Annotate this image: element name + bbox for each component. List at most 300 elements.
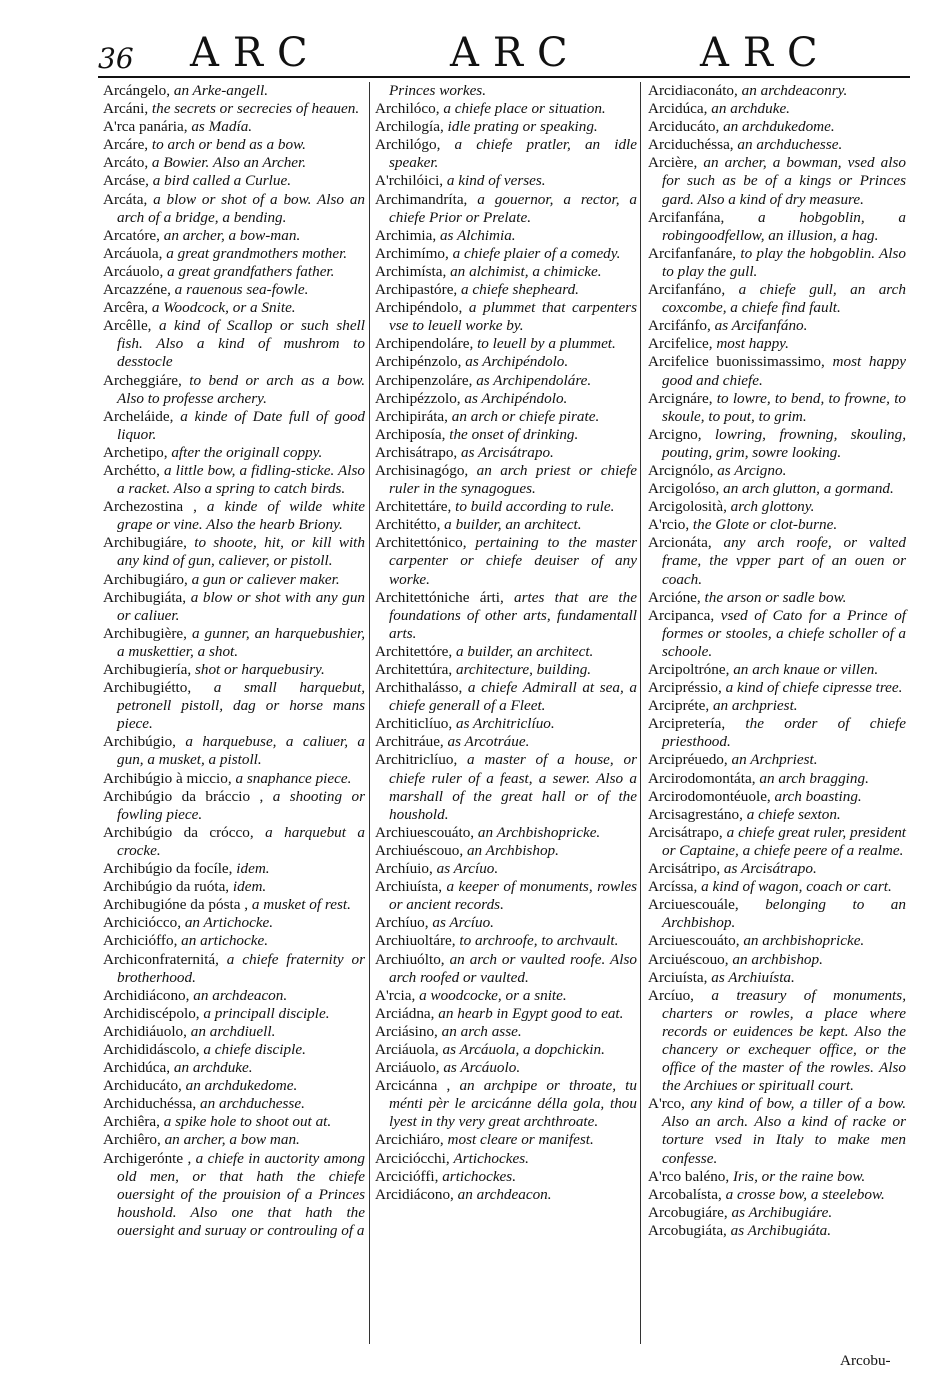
dictionary-entry <box>375 1131 637 1149</box>
entry-headword: Arcáuolo, <box>103 262 164 280</box>
entry-headword: Arcatóre, <box>103 226 160 244</box>
dictionary-entry <box>648 806 906 824</box>
entry-headword: Arcáto, <box>103 154 149 172</box>
dictionary-entry <box>375 643 637 661</box>
entry-definition: a snaphance piece. <box>235 769 352 787</box>
entry-definition: a chiefe place or situation. <box>443 100 606 118</box>
entry-definition: as Architriclíuo. <box>455 715 555 733</box>
entry-headword: Archibúgio da focíle, <box>103 860 233 878</box>
dictionary-entry <box>103 951 365 987</box>
dictionary-entry <box>375 100 637 118</box>
entry-headword: Arcipanca, <box>648 606 715 624</box>
entry-definition: an archdukedome. <box>723 118 835 136</box>
dictionary-entry <box>103 118 365 136</box>
entry-definition: a shooting or fowling piece. <box>117 787 366 823</box>
entry-definition: to shoote, hit, or kill with any kind of gun, caliever, or pistoll. <box>117 534 365 570</box>
entry-headword: Archisinagógo, <box>375 461 469 479</box>
dictionary-entry <box>648 770 906 788</box>
dictionary-entry <box>375 245 637 263</box>
dictionary-entry <box>103 914 365 932</box>
entry-definition: a little bow, a fidling-sticke. Also a racket. Also a spring to catch birds. <box>117 461 366 498</box>
dictionary-entry <box>375 679 637 715</box>
entry-headword: Archidiscépolo, <box>103 1004 200 1022</box>
entry-headword: Archipendoláre, <box>375 335 474 353</box>
dictionary-entry <box>103 191 365 227</box>
entry-headword: Arcíssa, <box>648 878 698 896</box>
dictionary-entry <box>375 191 637 227</box>
entry-headword: Archicióffo, <box>103 932 178 950</box>
entry-headword: Archimia, <box>375 226 437 244</box>
dictionary-entry <box>648 788 906 806</box>
dictionary-entry <box>103 154 365 172</box>
entry-headword: A'rco, <box>648 1095 685 1113</box>
entry-headword: Archiuéscouo, <box>375 841 464 859</box>
dictionary-entry <box>375 715 637 733</box>
entry-definition: as Arcáuola, a dopchickin. <box>442 1040 605 1058</box>
dictionary-entry <box>103 1150 365 1240</box>
dictionary-entry <box>648 607 906 661</box>
column-divider-1 <box>369 82 370 1344</box>
entry-headword: Archimímo, <box>375 244 449 262</box>
entry-headword: Arcáre, <box>103 136 149 154</box>
entry-definition: an archer, a bowman, vsed also for such as be of a kings or Princes gard. Also a kind of dry measure. <box>662 154 906 208</box>
entry-definition: an archdeaconry. <box>741 82 848 99</box>
entry-headword: Arcipretería, <box>648 715 726 733</box>
entry-headword: Architiclíuo, <box>375 715 453 733</box>
dictionary-entry <box>103 932 365 950</box>
entry-headword: Archiuoltáre, <box>375 932 456 950</box>
entry-definition: an arch bragging. <box>759 769 869 787</box>
entry-definition: an archer, a bow-man. <box>163 226 301 244</box>
entry-headword: Arcáta, <box>103 190 148 208</box>
entry-definition: idle prating or speaking. <box>447 118 598 136</box>
entry-headword: A'rchilóici, <box>375 172 444 190</box>
dictionary-entry <box>103 372 365 408</box>
entry-definition: as Arcáuolo. <box>443 1059 521 1077</box>
catchword: Arcobu- <box>840 1352 891 1369</box>
dictionary-entry <box>103 770 365 788</box>
entry-definition: an alchimist, a chimicke. <box>450 262 602 280</box>
dictionary-entry <box>375 914 637 932</box>
dictionary-entry <box>103 281 365 299</box>
dictionary-entry <box>375 1150 637 1168</box>
page-header <box>0 20 944 80</box>
column-divider-2 <box>640 82 641 1344</box>
entry-headword: Arcière, <box>648 154 698 172</box>
entry-definition: artes that are the foundations of other arts, fundamentall arts. <box>389 588 637 642</box>
dictionary-entry <box>375 661 637 679</box>
dictionary-entry <box>648 390 906 426</box>
dictionary-entry <box>375 372 637 390</box>
entry-headword: Arcigolosità, <box>648 498 727 516</box>
entry-headword: Archiciócco, <box>103 914 182 932</box>
entry-definition: a kinde of Date full of good liquor. <box>117 407 366 443</box>
dictionary-entry <box>648 878 906 896</box>
entry-definition: the secrets or secrecies of heauen. <box>151 100 360 118</box>
entry-headword: Archiêro, <box>103 1131 161 1149</box>
entry-headword: Arcíuo, <box>648 986 694 1004</box>
entry-definition: a treasury of monuments, charters or rowles, a place where records or euidences be kept. Also the chancery or exchequer office, or the office of the master of the rowles. Also the Archiues or spirituall court. <box>662 986 906 1095</box>
entry-headword: Archibúgio à miccio, <box>103 769 232 787</box>
entry-headword: Arcigolóso, <box>648 480 720 498</box>
entry-definition: an archdeacon. <box>193 986 288 1004</box>
dictionary-entry <box>103 661 365 679</box>
entry-headword: Arcignáre, <box>648 389 713 407</box>
entry-definition: a kinde of wilde white grape or vine. Also the hearb Briony. <box>117 498 366 534</box>
entry-definition: a chiefe Admirall at sea, a chiefe generall of a Fleet. <box>389 679 637 715</box>
entry-definition: any arch roofe, or valted frame, the vpper part of an ouen or coach. <box>662 534 906 588</box>
dictionary-entry <box>375 751 637 823</box>
entry-definition: an archpipe or throate, tu ménti pèr le arcicánne délla gola, thou lyest in thy very great archthroate. <box>389 1077 637 1131</box>
entry-definition: most happy. <box>716 335 789 353</box>
dictionary-entry <box>375 824 637 842</box>
entry-headword: Arcifanfanáre, <box>648 244 737 262</box>
dictionary-entry <box>103 589 365 625</box>
entry-definition: Iris, or the raine bow. <box>732 1167 866 1185</box>
dictionary-entry <box>103 860 365 878</box>
dictionary-entry <box>103 245 365 263</box>
entry-definition: as Arcifanfáno. <box>714 317 808 335</box>
dictionary-entry <box>375 444 637 462</box>
dictionary-entry <box>375 1168 637 1186</box>
dictionary-entry <box>103 462 365 498</box>
entry-definition: a chiefe plaier of a comedy. <box>452 244 621 262</box>
entry-definition: an archdiuell. <box>190 1022 276 1040</box>
entry-definition: as Archiuísta. <box>711 968 795 986</box>
dictionary-entry <box>648 281 906 317</box>
entry-definition: belonging to an Archbishop. <box>662 896 906 932</box>
entry-headword: Archiposía, <box>375 425 446 443</box>
entry-definition: as Arcigno. <box>717 461 787 479</box>
entry-definition: a blow or shot of a bow. Also an arch of a bridge, a bending. <box>117 190 366 226</box>
dictionary-entry <box>103 263 365 281</box>
entry-definition: an archer, a bow man. <box>164 1131 300 1149</box>
entry-headword: Archilógo, <box>375 136 441 154</box>
entry-headword: Arcisátripo, <box>648 860 721 878</box>
entry-definition: a crosse bow, a steelebow. <box>725 1185 885 1203</box>
dictionary-entry <box>375 951 637 987</box>
entry-headword: Arciásino, <box>375 1022 438 1040</box>
dictionary-entry <box>103 878 365 896</box>
entry-headword: Arcipréte, <box>648 697 710 715</box>
entry-definition: a chiefe sexton. <box>746 805 841 823</box>
entry-definition: to lowre, to bend, to frowne, to skoule, to pout, to grim. <box>662 389 907 425</box>
entry-definition: a rauenous sea-fowle. <box>174 281 309 299</box>
entry-definition: a chiefe gull, an arch coxcombe, a chiefe find fault. <box>662 281 906 317</box>
entry-definition: vsed of Cato for a Prince of formes or stooles, a chiefe scholler of a schoole. <box>662 606 907 660</box>
entry-headword: Arciuéscouo, <box>648 950 729 968</box>
dictionary-entry <box>375 426 637 444</box>
running-head-left: ARC <box>190 30 322 76</box>
entry-definition: as Arcíuo. <box>436 860 499 878</box>
entry-definition: an archduchesse. <box>737 136 843 154</box>
entry-definition: a woodcocke, or a snite. <box>419 986 567 1004</box>
entry-headword: Architráue, <box>375 733 444 751</box>
entry-definition: idem. <box>236 860 270 878</box>
entry-headword: Arcobalísta, <box>648 1185 722 1203</box>
entry-definition: most happy good and chiefe. <box>662 353 907 389</box>
entry-definition: an hearb in Egypt good to eat. <box>438 1004 624 1022</box>
entry-definition: an archbishopricke. <box>743 932 865 950</box>
dictionary-entry <box>648 715 906 751</box>
page-number: 36 <box>98 42 134 75</box>
dictionary-entry <box>375 82 637 100</box>
entry-headword: Arciádna, <box>375 1004 435 1022</box>
entry-headword: Archíuio, <box>375 860 433 878</box>
entry-headword: Archeláide, <box>103 407 174 425</box>
entry-definition: idem. <box>232 878 267 896</box>
entry-definition: a chiefe pratler, an idle speaker. <box>389 136 637 172</box>
entry-headword: Archibugiáro, <box>103 570 188 588</box>
entry-definition: a kind of Scallop or such shell fish. Also a kind of mushrom to desstocle <box>117 317 365 371</box>
dictionary-entry <box>375 408 637 426</box>
entry-definition: an Archbishop. <box>466 841 559 859</box>
entry-headword: Arcifelice buonissimassimo, <box>648 353 825 371</box>
entry-definition: a hobgoblin, a robingoodfellow, an illusion, a hag. <box>662 208 906 244</box>
entry-definition: a kind of chiefe cipresse tree. <box>725 679 903 697</box>
entry-headword: Archibúgio, <box>103 733 176 751</box>
entry-headword: Arcicánna , <box>375 1077 451 1095</box>
entry-headword: Architettóniche árti, <box>375 588 504 606</box>
entry-headword: Archisátrapo, <box>375 443 458 461</box>
entry-headword: Archibugiáta, <box>103 588 187 606</box>
entry-definition: a chiefe great ruler, president or Captaine, a chiefe peere of a realme. <box>662 823 907 859</box>
entry-definition: Artichockes. <box>453 1149 529 1167</box>
dictionary-entry <box>648 245 906 281</box>
column-1 <box>103 82 365 1240</box>
dictionary-entry <box>103 136 365 154</box>
entry-definition: a chiefe fraternity or brotherhood. <box>117 950 365 986</box>
entry-definition: shot or harquebusiry. <box>194 661 325 678</box>
dictionary-entry <box>648 480 906 498</box>
dictionary-entry <box>375 335 637 353</box>
dictionary-entry <box>103 408 365 444</box>
dictionary-entry <box>375 1186 637 1204</box>
dictionary-entry <box>103 172 365 190</box>
entry-definition: to archroofe, to archvault. <box>459 932 619 950</box>
entry-headword: Arcisagrestáno, <box>648 805 743 823</box>
entry-headword: Arcifelice, <box>648 335 713 353</box>
entry-headword: Archibúgio da crócco, <box>103 823 254 841</box>
entry-definition: as Archipendoláre. <box>476 371 592 389</box>
dictionary-entry <box>648 951 906 969</box>
entry-definition: an Archpriest. <box>731 751 818 769</box>
entry-definition: Princes workes. <box>389 82 487 99</box>
dictionary-entry <box>375 589 637 643</box>
dictionary-entry <box>103 82 365 100</box>
dictionary-entry <box>375 1005 637 1023</box>
entry-definition: as Arcotráue. <box>447 733 530 751</box>
entry-definition: to play the hobgoblin. Also to play the gull. <box>662 244 906 280</box>
entry-definition: the order of chiefe priesthood. <box>662 715 907 751</box>
entry-definition: any kind of bow, a tiller of a bow. Also an arch. Also a kind of racke or torture vsed in Italy to make men confesse. <box>662 1095 906 1167</box>
entry-headword: A'rcio, <box>648 516 690 534</box>
entry-definition: an archbishop. <box>732 950 823 968</box>
entry-definition: as Archipéndolo. <box>465 353 569 371</box>
entry-headword: Archipenzoláre, <box>375 371 473 389</box>
entry-definition: a builder, an architect. <box>444 516 582 534</box>
entry-headword: Arcionáta, <box>648 534 712 552</box>
dictionary-entry <box>375 516 637 534</box>
dictionary-entry <box>648 860 906 878</box>
entry-headword: Archipézzolo, <box>375 389 461 407</box>
entry-headword: Arciuísta, <box>648 968 708 986</box>
entry-headword: Arcêlle, <box>103 317 152 335</box>
dictionary-entry <box>648 589 906 607</box>
entry-definition: an arch glutton, a gormand. <box>723 480 894 498</box>
entry-headword: Arcifanfáno, <box>648 281 726 299</box>
entry-definition: a great grandmothers mother. <box>166 244 348 262</box>
dictionary-entry <box>375 842 637 860</box>
entry-headword: Arcidúca, <box>648 100 708 118</box>
dictionary-entry <box>648 335 906 353</box>
dictionary-entry <box>648 697 906 715</box>
dictionary-entry <box>648 426 906 462</box>
entry-headword: Arciáuolo, <box>375 1059 440 1077</box>
entry-headword: Archiducáto, <box>103 1077 182 1095</box>
dictionary-entry <box>103 1077 365 1095</box>
entry-headword: Arciuescouále, <box>648 896 739 914</box>
dictionary-entry <box>648 136 906 154</box>
entry-definition: after the originall coppy. <box>171 443 323 461</box>
entry-headword: Archibugiétto, <box>103 679 192 697</box>
dictionary-entry <box>648 498 906 516</box>
entry-headword: Arcobugiáre, <box>648 1203 728 1221</box>
entry-headword: A'rcia, <box>375 986 416 1004</box>
entry-headword: Arcifánfo, <box>648 317 711 335</box>
dictionary-entry <box>375 118 637 136</box>
dictionary-entry <box>375 1023 637 1041</box>
entry-definition: a kind of wagon, coach or cart. <box>701 878 892 896</box>
entry-headword: A'rca panária, <box>103 118 188 136</box>
dictionary-entry <box>648 969 906 987</box>
entry-definition: an archduke. <box>711 100 790 118</box>
dictionary-entry <box>103 679 365 733</box>
entry-definition: artichockes. <box>442 1167 517 1185</box>
entry-definition: arch boasting. <box>774 787 862 805</box>
entry-headword: Arcángelo, <box>103 82 171 99</box>
entry-headword: Arciuescouáto, <box>648 932 740 950</box>
entry-headword: Archibúgio da ruóta, <box>103 878 230 896</box>
entry-headword: Architettóre, <box>375 642 453 660</box>
entry-definition: an arch knaue or villen. <box>733 661 879 678</box>
dictionary-entry <box>103 317 365 371</box>
entry-definition: a chiefe disciple. <box>203 1040 306 1058</box>
entry-definition: an archpriest. <box>712 697 798 715</box>
dictionary-entry <box>103 1059 365 1077</box>
dictionary-entry <box>375 172 637 190</box>
entry-headword: Archibugióne da pósta , <box>103 896 249 914</box>
entry-definition: the onset of drinking. <box>449 425 579 443</box>
entry-headword: Arcipréssio, <box>648 679 722 697</box>
running-head-center: ARC <box>450 30 582 76</box>
entry-headword: Arcigno, <box>648 425 702 443</box>
entry-headword: Arcidiácono, <box>375 1185 454 1203</box>
entry-headword: Arcazzéne, <box>103 281 171 299</box>
dictionary-entry <box>103 299 365 317</box>
entry-definition: an Archbishopricke. <box>477 823 601 841</box>
column-3 <box>648 82 906 1240</box>
entry-definition: a small harquebut, petronell pistoll, dag or horse mans piece. <box>117 679 366 733</box>
entry-headword: Arcáse, <box>103 172 149 190</box>
dictionary-entry <box>648 896 906 932</box>
dictionary-entry <box>375 227 637 245</box>
entry-headword: Arcirodomontáta, <box>648 769 756 787</box>
entry-definition: an archdukedome. <box>185 1077 298 1095</box>
dictionary-entry <box>103 1113 365 1131</box>
entry-headword: Arciáuola, <box>375 1040 439 1058</box>
dictionary-entry <box>648 679 906 697</box>
dictionary-entry <box>375 987 637 1005</box>
entry-definition: to leuell by a plummet. <box>477 335 616 353</box>
entry-headword: Archíuo, <box>375 914 429 932</box>
dictionary-entry <box>648 317 906 335</box>
entry-headword: Archipastóre, <box>375 281 458 299</box>
entry-definition: most cleare or manifest. <box>447 1131 594 1149</box>
entry-definition: as Arcíuo. <box>432 914 494 932</box>
dictionary-entry <box>648 462 906 480</box>
entry-headword: Arcichiáro, <box>375 1131 444 1149</box>
entry-definition: a spike hole to shoot out at. <box>163 1113 332 1131</box>
dictionary-entry <box>103 1041 365 1059</box>
dictionary-entry <box>648 1222 906 1240</box>
entry-definition: lowring, frowning, skouling, pouting, grim, sowre looking. <box>662 425 906 461</box>
entry-headword: Arcáni, <box>103 100 149 118</box>
entry-headword: Arcobugiáta, <box>648 1221 727 1239</box>
entry-definition: an archdeacon. <box>457 1185 552 1203</box>
entry-headword: Arciduchéssa, <box>648 136 734 154</box>
dictionary-entry <box>648 1186 906 1204</box>
entry-definition: as Madía. <box>191 118 253 136</box>
dictionary-entry <box>648 209 906 245</box>
dictionary-entry <box>375 1077 637 1131</box>
entry-headword: Arcióne, <box>648 588 701 606</box>
dictionary-entry <box>648 534 906 588</box>
entry-definition: the Glote or clot-burne. <box>692 516 838 534</box>
entry-definition: a keeper of monuments, rowles or ancient records. <box>389 878 638 914</box>
dictionary-entry <box>375 281 637 299</box>
dictionary-entry <box>103 571 365 589</box>
entry-definition: as Archibugiáta. <box>730 1221 832 1239</box>
entry-headword: Archiuescouáto, <box>375 823 475 841</box>
dictionary-entry <box>103 824 365 860</box>
entry-headword: Archiêra, <box>103 1113 160 1131</box>
entry-headword: Archididáscolo, <box>103 1040 200 1058</box>
entry-headword: Arcáuola, <box>103 244 163 262</box>
entry-headword: Architétto, <box>375 516 441 534</box>
entry-definition: as Arcisátrapo. <box>723 860 817 878</box>
entry-headword: Archilogía, <box>375 118 444 136</box>
dictionary-entry <box>103 788 365 824</box>
dictionary-entry <box>375 733 637 751</box>
dictionary-entry <box>103 444 365 462</box>
entry-headword: Archeggiáre, <box>103 371 182 389</box>
dictionary-entry <box>375 390 637 408</box>
dictionary-entry <box>648 824 906 860</box>
entry-headword: Archipénzolo, <box>375 353 462 371</box>
entry-definition: an Artichocke. <box>184 914 274 932</box>
entry-headword: Archigerónte , <box>103 1149 192 1167</box>
dictionary-entry <box>648 100 906 118</box>
entry-definition: an archduke. <box>173 1059 253 1077</box>
entry-definition: a chiefe shepheard. <box>461 281 579 299</box>
entry-definition: a plummet that carpenters vse to leuell worke by. <box>389 299 638 335</box>
entry-definition: as Alchimia. <box>439 226 516 244</box>
entry-headword: Arcidiaconáto, <box>648 82 738 99</box>
entry-definition: a builder, an architect. <box>455 642 594 660</box>
entry-definition: an artichocke. <box>181 932 269 950</box>
entry-headword: Archidúca, <box>103 1059 171 1077</box>
